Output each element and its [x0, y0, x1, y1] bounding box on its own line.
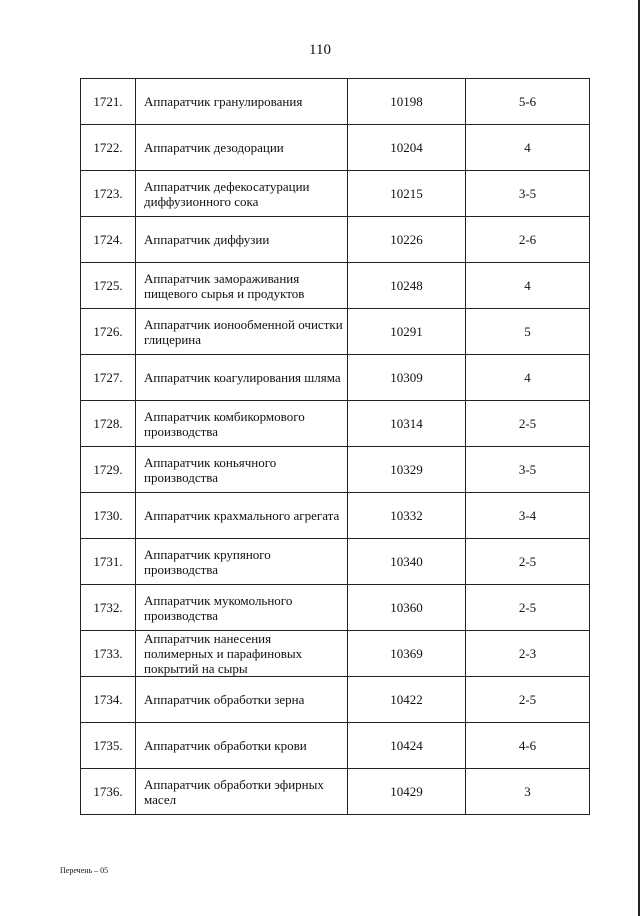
table-row [81, 401, 590, 447]
profession-name: Аппаратчик крупяного производства [136, 539, 348, 585]
profession-name: Аппаратчик крахмального агрегата [136, 493, 348, 539]
profession-code: 10215 [348, 171, 466, 217]
profession-code: 10291 [348, 309, 466, 355]
grade-range: 2-5 [466, 585, 590, 631]
row-number: 1723. [81, 171, 136, 217]
table-row [81, 723, 590, 769]
table-row [81, 79, 590, 125]
table-row [81, 355, 590, 401]
row-number: 1729. [81, 447, 136, 493]
row-number: 1731. [81, 539, 136, 585]
profession-name: Аппаратчик коньячного производства [136, 447, 348, 493]
grade-range: 2-5 [466, 539, 590, 585]
row-number: 1721. [81, 79, 136, 125]
profession-code: 10248 [348, 263, 466, 309]
table-row [81, 769, 590, 815]
grade-range: 2-5 [466, 677, 590, 723]
grade-range: 3 [466, 769, 590, 815]
grade-range: 3-5 [466, 447, 590, 493]
grade-range: 4 [466, 125, 590, 171]
grade-range: 5 [466, 309, 590, 355]
profession-name: Аппаратчик нанесения полимерных и парафиновых покрытий на сыры [136, 631, 348, 677]
profession-name: Аппаратчик дефекосатурации диффузионного сока [136, 171, 348, 217]
row-number: 1736. [81, 769, 136, 815]
row-number: 1726. [81, 309, 136, 355]
table-row [81, 631, 590, 677]
profession-name: Аппаратчик гранулирования [136, 79, 348, 125]
grade-range: 5-6 [466, 79, 590, 125]
table-row [81, 263, 590, 309]
row-number: 1730. [81, 493, 136, 539]
profession-name: Аппаратчик обработки крови [136, 723, 348, 769]
table-row [81, 677, 590, 723]
table-row [81, 447, 590, 493]
table-row [81, 217, 590, 263]
profession-code: 10424 [348, 723, 466, 769]
profession-name: Аппаратчик обработки эфирных масел [136, 769, 348, 815]
table-body [81, 79, 590, 815]
table-row [81, 171, 590, 217]
profession-name: Аппаратчик замораживания пищевого сырья и продуктов [136, 263, 348, 309]
grade-range: 2-6 [466, 217, 590, 263]
profession-name: Аппаратчик диффузии [136, 217, 348, 263]
table-row [81, 539, 590, 585]
grade-range: 3-4 [466, 493, 590, 539]
profession-name: Аппаратчик коагулирования шляма [136, 355, 348, 401]
table-row [81, 125, 590, 171]
profession-code: 10360 [348, 585, 466, 631]
footer-note: Перечень – 05 [60, 866, 109, 875]
grade-range: 4 [466, 355, 590, 401]
table-row [81, 493, 590, 539]
page-number: 110 [309, 42, 331, 58]
profession-code: 10332 [348, 493, 466, 539]
profession-name: Аппаратчик дезодорации [136, 125, 348, 171]
profession-name: Аппаратчик комбикормового производства [136, 401, 348, 447]
profession-code: 10226 [348, 217, 466, 263]
table-row [81, 585, 590, 631]
row-number: 1725. [81, 263, 136, 309]
profession-code: 10204 [348, 125, 466, 171]
grade-range: 4 [466, 263, 590, 309]
row-number: 1728. [81, 401, 136, 447]
row-number: 1735. [81, 723, 136, 769]
grade-range: 2-3 [466, 631, 590, 677]
profession-code: 10369 [348, 631, 466, 677]
grade-range: 3-5 [466, 171, 590, 217]
profession-code: 10429 [348, 769, 466, 815]
profession-code: 10340 [348, 539, 466, 585]
row-number: 1724. [81, 217, 136, 263]
profession-code: 10309 [348, 355, 466, 401]
profession-name: Аппаратчик мукомольного производства [136, 585, 348, 631]
profession-code: 10198 [348, 79, 466, 125]
row-number: 1727. [81, 355, 136, 401]
grade-range: 2-5 [466, 401, 590, 447]
profession-table [80, 78, 590, 815]
row-number: 1732. [81, 585, 136, 631]
profession-code: 10314 [348, 401, 466, 447]
profession-name: Аппаратчик обработки зерна [136, 677, 348, 723]
row-number: 1734. [81, 677, 136, 723]
profession-code: 10329 [348, 447, 466, 493]
table-row [81, 309, 590, 355]
grade-range: 4-6 [466, 723, 590, 769]
profession-name: Аппаратчик ионообменной очистки глицерина [136, 309, 348, 355]
row-number: 1733. [81, 631, 136, 677]
profession-code: 10422 [348, 677, 466, 723]
row-number: 1722. [81, 125, 136, 171]
